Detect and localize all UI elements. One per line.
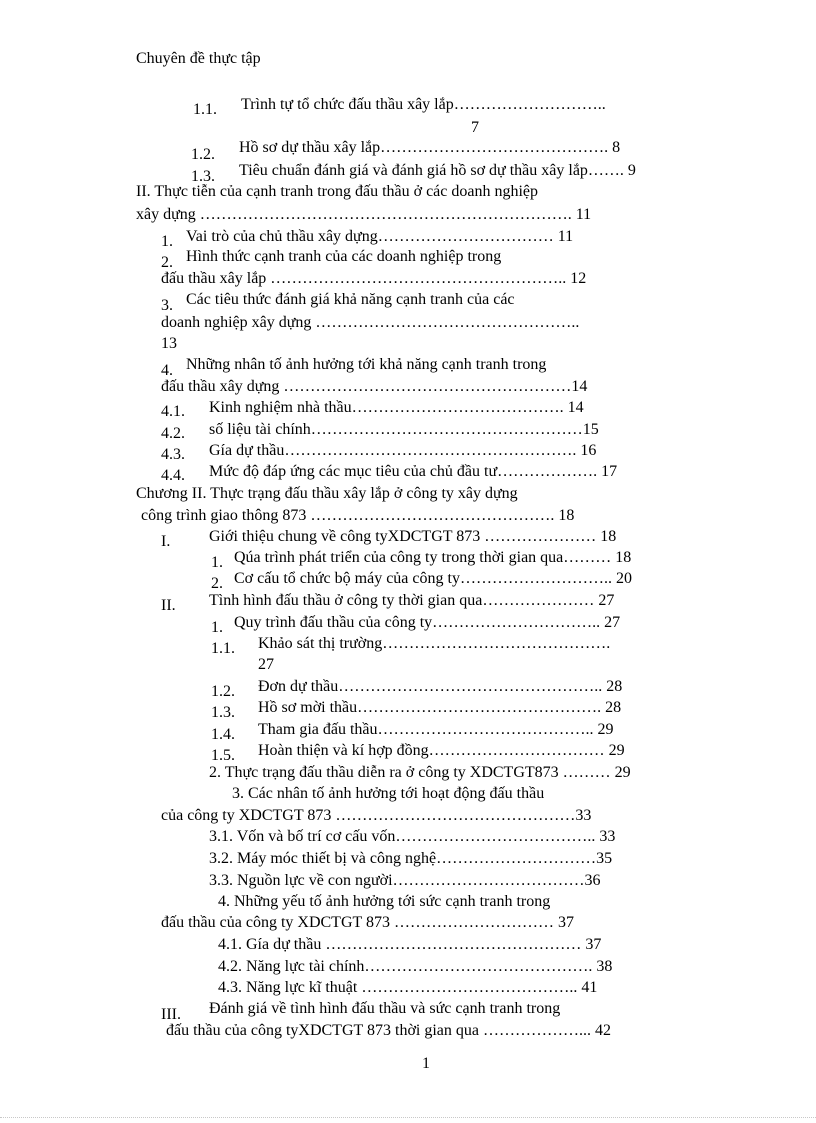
toc-entry: 3.1. Vốn và bố trí cơ cấu vốn……………………………….. 33 [209, 828, 616, 845]
toc-entry: 3.3. Nguồn lực về con người………………………………36 [209, 872, 601, 889]
toc-entry: xây dựng ……………………………………………………………. 11 [136, 206, 592, 223]
toc-number: 2. [211, 575, 223, 592]
toc-entry: Các tiêu thức đánh giá khả năng cạnh tranh của các [186, 291, 515, 308]
toc-entry: Hồ sơ dự thầu xây lắp……………………………………. 8 [239, 139, 621, 156]
toc-page: 27 [258, 656, 274, 673]
toc-number: 1.1. [193, 101, 217, 118]
page-header: Chuyên đề thực tập [136, 50, 261, 67]
toc-number: II. [161, 597, 176, 614]
toc-entry: Trình tự tổ chức đấu thầu xây lắp……………………….. [241, 96, 606, 113]
toc-entry: 4. Những yếu tố ảnh hưởng tới sức cạnh tranh trong [218, 893, 551, 910]
toc-number: 1. [211, 619, 223, 636]
toc-entry: Khảo sát thị trường……………………………………. [258, 635, 611, 652]
toc-number: 1.4. [211, 726, 235, 743]
toc-entry: của công ty XDCTGT 873 ………………………………………33 [161, 807, 592, 824]
toc-entry: số liệu tài chính……………………………………………15 [209, 421, 599, 438]
toc-entry: Đánh giá về tình hình đấu thầu và sức cạnh tranh trong [209, 1000, 561, 1017]
toc-entry: Vai trò của chủ thầu xây dựng…………………………… 11 [186, 228, 574, 245]
toc-entry: 4.1. Gía dự thầu ………………………………………… 37 [218, 936, 602, 953]
toc-entry: công trình giao thông 873 ………………………………………. 18 [141, 507, 575, 524]
toc-number: 1.2. [211, 683, 235, 700]
toc-number: 3. [161, 297, 173, 314]
toc-entry: Tiêu chuẩn đánh giá và đánh giá hồ sơ dự thầu xây lắp……. 9 [239, 162, 636, 179]
toc-number: 1.2. [191, 146, 215, 163]
toc-entry: Mức độ đáp ứng các mục tiêu của chủ đầu tư………………. 17 [209, 463, 618, 480]
toc-entry: 2. Thực trạng đấu thầu diễn ra ở công ty XDCTGT873 ……… 29 [209, 764, 631, 781]
toc-entry: II. Thực tiễn của cạnh tranh trong đấu thầu ở các doanh nghiệp [136, 183, 539, 200]
toc-number: 1. [211, 554, 223, 571]
toc-entry: đấu thầu của công ty XDCTGT 873 ………………………… 37 [161, 914, 574, 931]
page-number: 1 [422, 1055, 430, 1072]
toc-number: 1.1. [211, 640, 235, 657]
toc-entry: doanh nghiệp xây dựng ………………………………………….. [161, 314, 580, 331]
toc-number: 4. [161, 362, 173, 379]
toc-entry: Hồ sơ mời thầu………………………………………. 28 [258, 699, 622, 716]
toc-entry: 3.2. Máy móc thiết bị và công nghệ…………………………35 [209, 850, 613, 867]
toc-entry: 3. Các nhân tố ảnh hưởng tới hoạt động đấu thầu [232, 785, 545, 802]
toc-entry: Những nhân tố ảnh hưởng tới khả năng cạnh tranh trong [186, 356, 547, 373]
toc-entry: Tình hình đấu thầu ở công ty thời gian qua………………… 27 [209, 592, 615, 609]
toc-entry: Chương II. Thực trạng đấu thầu xây lắp ở công ty xây dựng [136, 485, 518, 502]
toc-entry: Tham gia đấu thầu………………………………….. 29 [258, 721, 614, 738]
page-divider [0, 1117, 816, 1119]
toc-entry: Đơn dự thầu………………………………………….. 28 [258, 678, 623, 695]
toc-number: I. [161, 533, 171, 550]
toc-number: 1. [161, 233, 173, 250]
toc-number: 1.3. [211, 704, 235, 721]
toc-entry: Giới thiệu chung về công tyXDCTGT 873 ………………… 18 [209, 528, 617, 545]
toc-number: 1.3. [191, 168, 215, 185]
toc-entry: Quy trình đấu thầu của công ty………………………….. 27 [234, 614, 621, 631]
toc-number: III. [161, 1006, 181, 1023]
toc-number: 4.3. [161, 446, 185, 463]
toc-number: 2. [161, 254, 173, 271]
toc-number: 1.5. [211, 747, 235, 764]
toc-entry: Kinh nghiệm nhà thầu…………………………………. 14 [209, 399, 584, 416]
toc-entry: đấu thầu xây lắp ……………………………………………….. 12 [161, 270, 587, 287]
toc-entry: Qúa trình phát triển của công ty trong thời gian qua……… 18 [234, 549, 632, 566]
toc-entry: Cơ cấu tổ chức bộ máy của công ty……………………….. 20 [234, 570, 632, 587]
toc-number: 4.4. [161, 467, 185, 484]
toc-page: 7 [471, 119, 479, 136]
toc-number: 4.1. [161, 403, 185, 420]
toc-entry: 4.2. Năng lực tài chính……………………………………. 38 [218, 958, 613, 975]
toc-entry: Hình thức cạnh tranh của các doanh nghiệp trong [186, 248, 502, 265]
toc-entry: Hoàn thiện và kí hợp đồng…………………………… 29 [258, 742, 625, 759]
toc-page: 13 [161, 335, 177, 352]
toc-entry: 4.3. Năng lực kĩ thuật ………………………………….. 41 [218, 979, 598, 996]
toc-entry: Gía dự thầu………………………………………………. 16 [209, 442, 597, 459]
toc-number: 4.2. [161, 425, 185, 442]
toc-entry: đấu thầu xây dựng ………………………………………………14 [161, 378, 588, 395]
toc-entry: đấu thầu của công tyXDCTGT 873 thời gian qua ………………... 42 [166, 1022, 611, 1039]
